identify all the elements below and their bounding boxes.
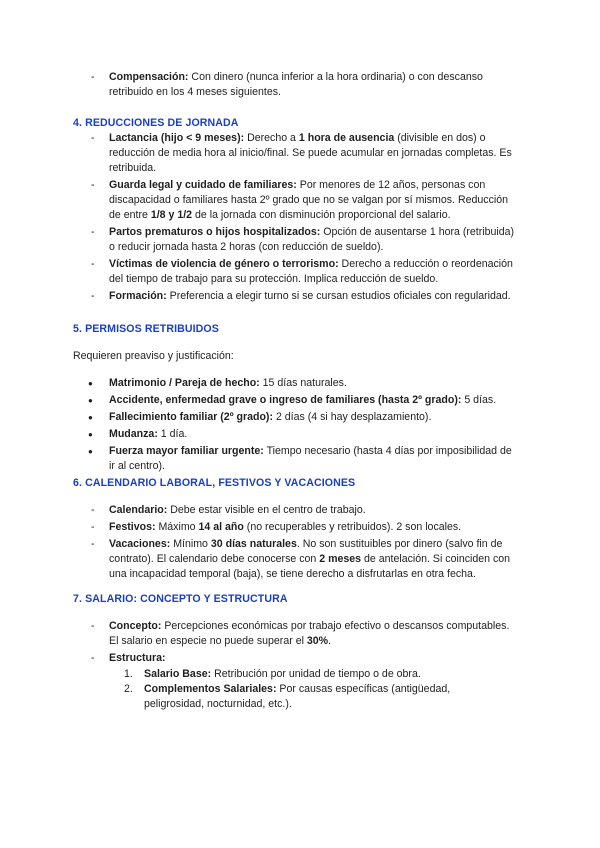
sublist-item: 1. Salario Base: Retribución por unidad de tiempo o de obra. [124, 668, 421, 680]
item-term: Accidente, enfermedad grave o ingreso de familiares (hasta 2º grado): [109, 394, 462, 406]
item-term: Fallecimiento familiar (2º grado): [109, 411, 273, 423]
item-term: Calendario: [109, 504, 168, 516]
section-4-title: 4. REDUCCIONES DE JORNADA [73, 117, 239, 129]
list-item [0, 651, 519, 712]
list-item: - Calendario: Debe estar visible en el centro de trabajo. [0, 503, 519, 518]
list-item: - Partos prematuros o hijos hospitalizados: Opción de ausentarse 1 hora (retribuida) o reducir jornada hasta 2 horas (con reducción de sueldo). [0, 225, 519, 255]
list-item: - Formación: Preferencia a elegir turno si se cursan estudios oficiales con regularidad. [0, 289, 519, 304]
section-6-title: 6. CALENDARIO LABORAL, FESTIVOS Y VACACIONES [73, 477, 356, 489]
list-item: ● Accidente, enfermedad grave o ingreso de familiares (hasta 2º grado): 5 días. [0, 393, 519, 408]
list-item: - Lactancia (hijo < 9 meses): Derecho a 1 hora de ausencia (divisible en dos) o reducción de media hora al inicio/final. Se puede acumular en jornadas completas. Es retribuida. [0, 131, 519, 176]
item-term: Guarda legal y cuidado de familiares: [109, 179, 297, 191]
list-item: - Víctimas de violencia de género o terrorismo: Derecho a reducción o reordenación del tiempo de trabajo para su protección. Implica reducción de sueldo. [0, 257, 519, 287]
item-term: Partos prematuros o hijos hospitalizados: [109, 226, 321, 238]
item-term: Vacaciones: [109, 538, 171, 550]
sublist-item: 2. Complementos Salariales: Por causas específicas (antigüedad, peligrosidad, nocturnidad, etc.). [124, 683, 451, 710]
reducciones-list [0, 131, 600, 306]
item-term: Compensación: [109, 71, 189, 83]
permisos-list [0, 376, 600, 476]
list-item: ● Fuerza mayor familiar urgente: Tiempo necesario (hasta 4 días por imposibilidad de ir al centro). [0, 444, 519, 474]
item-term: Matrimonio / Pareja de hecho: [109, 377, 260, 389]
item-term: Víctimas de violencia de género o terrorismo: [109, 258, 339, 270]
item-term: Formación: [109, 290, 167, 302]
item-term: Mudanza: [109, 428, 158, 440]
list-item: - Concepto: Percepciones económicas por trabajo efectivo o descansos computables. El salario en especie no puede superar el 30%. [0, 619, 519, 649]
item-text: Con dinero (nunca inferior a la hora ordinaria) o con descanso retribuido en los 4 meses siguientes. [109, 71, 483, 98]
list-item: ● Fallecimiento familiar (2º grado): 2 días (4 si hay desplazamiento). [0, 410, 519, 425]
item-term: Estructura: [109, 652, 166, 664]
estructura-sublist [109, 667, 519, 712]
compensation-list [0, 70, 600, 102]
section-7-title: 7. SALARIO: CONCEPTO Y ESTRUCTURA [73, 593, 288, 605]
item-term: Fuerza mayor familiar urgente: [109, 445, 264, 457]
item-term: Festivos: [109, 521, 156, 533]
list-item [0, 70, 519, 100]
list-item: - Festivos: Máximo 14 al año (no recuperables y retribuidos). 2 son locales. [0, 520, 519, 535]
section-5-intro: Requieren preaviso y justificación: [73, 350, 234, 362]
item-term: Lactancia (hijo < 9 meses): [109, 132, 245, 144]
list-item: - Vacaciones: Mínimo 30 días naturales. No son sustituibles por dinero (salvo fin de contrato). El calendario debe conocerse con 2 meses de antelación. Si coinciden con una incapacidad temporal (baja), se tiene derecho a disfrutarlas en otra fecha. [0, 537, 519, 582]
list-item: ● Mudanza: 1 día. [0, 427, 519, 442]
list-item: - Guarda legal y cuidado de familiares: Por menores de 12 años, personas con discapacidad o familiares hasta 2º grado que no se valgan por sí mismos. Reducción de entre 1/8 y 1/2 de la jornada con disminución proporcional del salario. [0, 178, 519, 223]
item-term: Concepto: [109, 620, 162, 632]
calendario-list [0, 503, 600, 584]
list-item: ● Matrimonio / Pareja de hecho: 15 días naturales. [0, 376, 519, 391]
section-5-title: 5. PERMISOS RETRIBUIDOS [73, 323, 219, 335]
salario-list [0, 619, 600, 714]
